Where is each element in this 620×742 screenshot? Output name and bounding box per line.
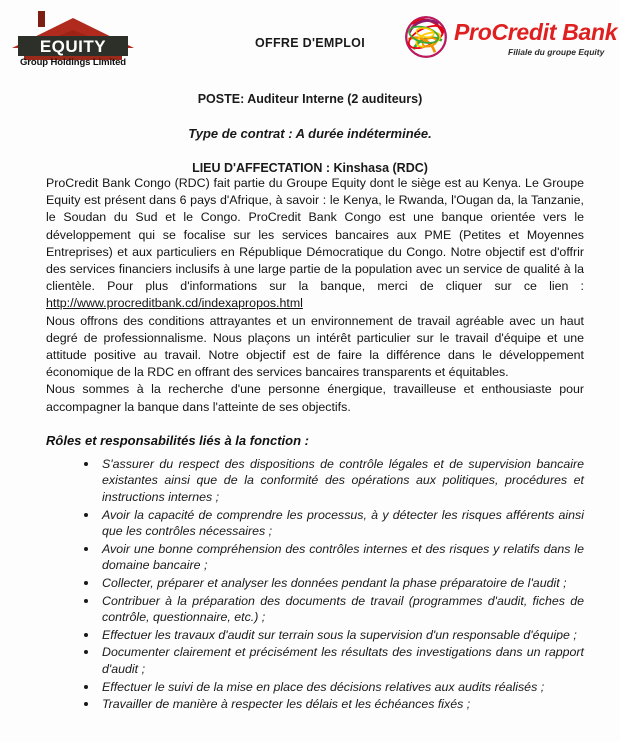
roles-section-heading: Rôles et responsabilités liés à la fonction :	[46, 432, 309, 448]
location-heading: LIEU D'AFFECTATION : Kinshasa (RDC)	[192, 161, 428, 175]
offer-paragraph: Nous offrons des conditions attrayantes et un environnement de travail agréable avec un haut degré de professionnalisme. Nous plaçons un intérêt particulier sur le travail d'équipe et une attitude positive au travail. Notre objectif est de faire la différence dans le développement économique de la RDC en offrant des services bancaires transparents et équitables.	[46, 313, 584, 380]
procredit-logo-tagline: Filiale du groupe Equity	[508, 47, 605, 57]
contract-type-heading: Type de contrat : A durée indéterminée.	[188, 126, 432, 141]
document-header	[0, 0, 620, 74]
equity-logo-name: EQUITY	[39, 36, 107, 56]
list-item: Collecter, préparer et analyser les données pendant la phase préparatoire de l'audit ;	[82, 575, 584, 592]
page-title: OFFRE D'EMPLOI	[255, 36, 365, 50]
list-item: Avoir la capacité de comprendre les processus, à y détecter les risques afférents ainsi que les contrôles nécessaires ;	[82, 507, 584, 540]
document-body	[0, 175, 620, 713]
list-item: Effectuer les travaux d'audit sur terrain sous la supervision d'un responsable d'équipe ;	[82, 627, 584, 644]
candidate-search-paragraph: Nous sommes à la recherche d'une personne énergique, travailleuse et enthousiaste pour accompagner la banque dans l'atteinte de ses objectifs.	[46, 382, 584, 414]
equity-logo-subtitle: Group Holdings Limited	[20, 57, 126, 68]
procredit-globe-icon	[404, 15, 448, 59]
intro-paragraph	[46, 175, 584, 313]
list-item: Effectuer le suivi de la mise en place des décisions relatives aux audits réalisés ;	[82, 679, 584, 696]
list-item: Contribuer à la préparation des documents de travail (programmes d'audit, fiches de contrôle, questionnaire, etc.) ;	[82, 593, 584, 626]
list-item: Avoir une bonne compréhension des contrôles internes et des risques y relatifs dans le domaine bancaire ;	[82, 541, 584, 574]
procredit-logo-name: ProCredit Bank	[454, 19, 618, 45]
duties-list	[46, 456, 584, 713]
list-item: S'assurer du respect des dispositions de contrôle légales et de supervision bancaire existantes ainsi que de la conformité des opérations aux politiques, procédures et instructions internes ;	[82, 456, 584, 506]
procredit-about-link[interactable]: http://www.procreditbank.cd/indexapropos.html	[46, 296, 303, 311]
intro-text: ProCredit Bank Congo (RDC) fait partie du Groupe Equity dont le siège est au Kenya. Le Groupe Equity est présent dans 6 pays d'Afrique, à savoir : le Kenya, le Rwanda, l'Ougan da, la Tanzanie, le Soudan du Sud et le Congo. ProCredit Bank Congo est une banque orientée vers le développement qui se focalise sur les services bancaires aux PME (Petites et Moyennes Entreprises) et aux particuliers en République Démocratique du Congo. Notre objectif est d'offrir des services financiers inclusifs à une large partie de la population avec un service de qualité à la clientèle. Pour plus d'informations sur la banque, merci de cliquer sur ce lien :	[46, 176, 584, 294]
job-position-heading: POSTE: Auditeur Interne (2 auditeurs)	[197, 92, 423, 106]
list-item: Documenter clairement et précisément les résultats des investigations dans un rapport d'audit ;	[82, 644, 584, 677]
procredit-bank-logo	[404, 13, 616, 63]
list-item: Travailler de manière à respecter les délais et les échéances fixés ;	[82, 696, 584, 713]
